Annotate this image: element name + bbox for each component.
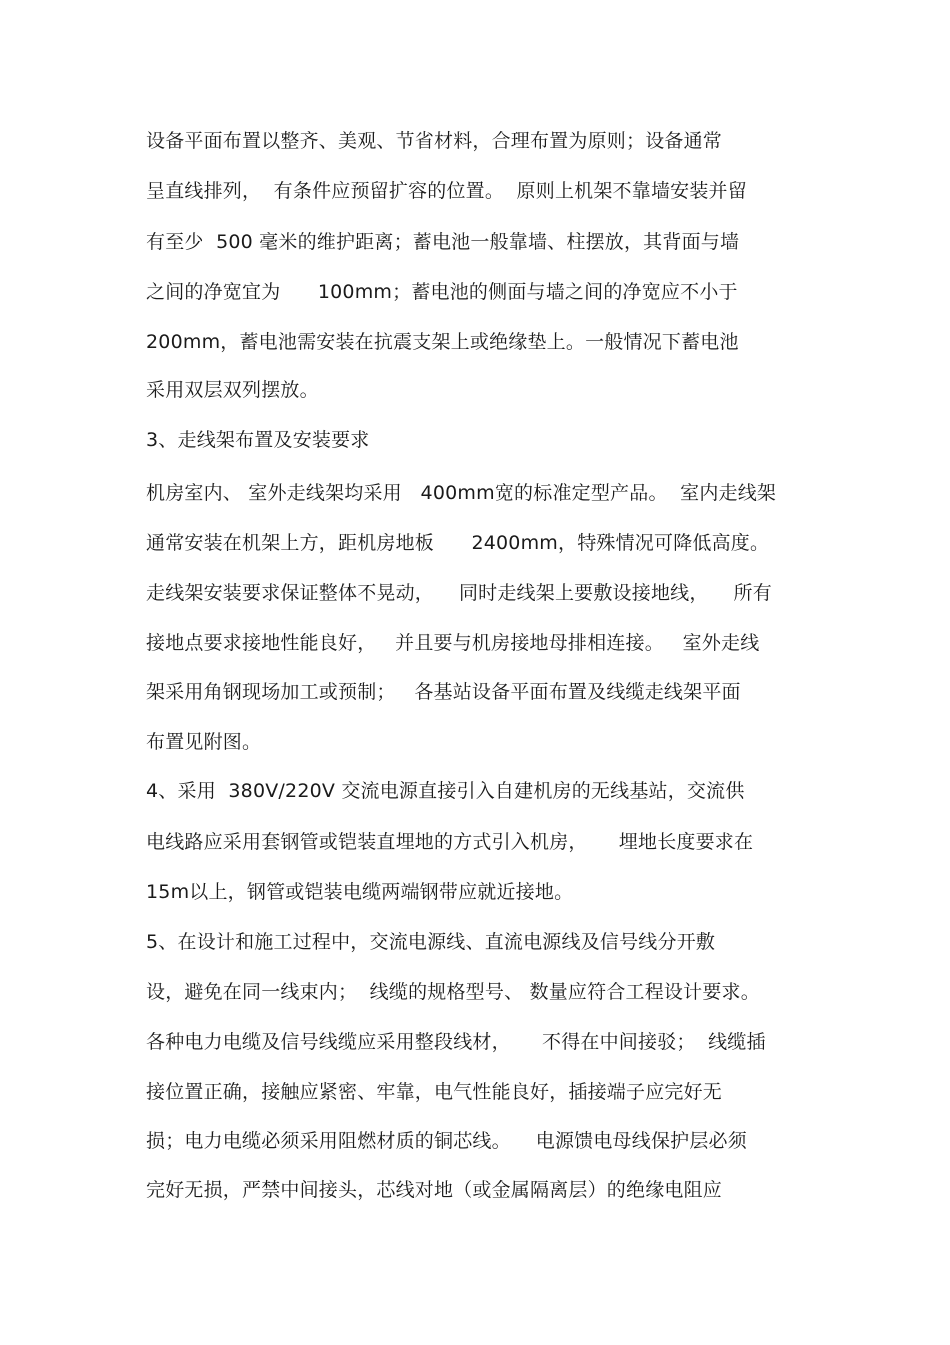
paragraph-line: 200mm，蓄电池需安装在抗震支架上或绝缘垫上。一般情况下蓄电池: [146, 331, 739, 353]
paragraph-line: 有至少 500 毫米的维护距离；蓄电池一般靠墙、柱摆放，其背面与墙: [146, 231, 740, 253]
paragraph-line: 接地点要求接地性能良好， 并且要与机房接地母排相连接。 室外走线: [146, 632, 760, 654]
section-heading: 3、走线架布置及安装要求: [146, 429, 370, 451]
paragraph-line: 布置见附图。: [146, 731, 262, 753]
paragraph-line: 通常安装在机架上方，距机房地板 2400mm，特殊情况可降低高度。: [146, 532, 770, 554]
paragraph-line: 走线架安装要求保证整体不晃动， 同时走线架上要敷设接地线， 所有: [146, 582, 772, 604]
paragraph-line: 之间的净宽宜为 100mm；蓄电池的侧面与墙之间的净宽应不小于: [146, 281, 738, 303]
section-heading: 5、在设计和施工过程中，交流电源线、直流电源线及信号线分开敷: [146, 931, 716, 953]
paragraph-line: 各种电力电缆及信号线缆应采用整段线材， 不得在中间接驳； 线缆插: [146, 1031, 766, 1053]
paragraph-line: 设备平面布置以整齐、美观、节省材料，合理布置为原则；设备通常: [146, 130, 723, 152]
paragraph-line: 损；电力电缆必须采用阻燃材质的铜芯线。 电源馈电母线保护层必须: [146, 1130, 747, 1152]
paragraph-line: 15m以上，钢管或铠装电缆两端钢带应就近接地。: [146, 881, 574, 903]
section-heading: 4、采用 380V/220V 交流电源直接引入自建机房的无线基站，交流供: [146, 780, 745, 802]
paragraph-line: 电线路应采用套钢管或铠装直埋地的方式引入机房， 埋地长度要求在: [146, 831, 754, 853]
paragraph-line: 呈直线排列， 有条件应预留扩容的位置。 原则上机架不靠墙安装并留: [146, 180, 747, 202]
paragraph-line: 接位置正确，接触应紧密、牢靠，电气性能良好，插接端子应完好无: [146, 1081, 723, 1103]
paragraph-line: 采用双层双列摆放。: [146, 379, 319, 401]
paragraph-line: 完好无损，严禁中间接头，芯线对地（或金属隔离层）的绝缘电阻应: [146, 1179, 723, 1201]
paragraph-line: 设，避免在同一线束内； 线缆的规格型号、 数量应符合工程设计要求。: [146, 981, 760, 1003]
paragraph-line: 架采用角钢现场加工或预制； 各基站设备平面布置及线缆走线架平面: [146, 681, 741, 703]
paragraph-line: 机房室内、 室外走线架均采用 400mm宽的标准定型产品。 室内走线架: [146, 482, 777, 504]
